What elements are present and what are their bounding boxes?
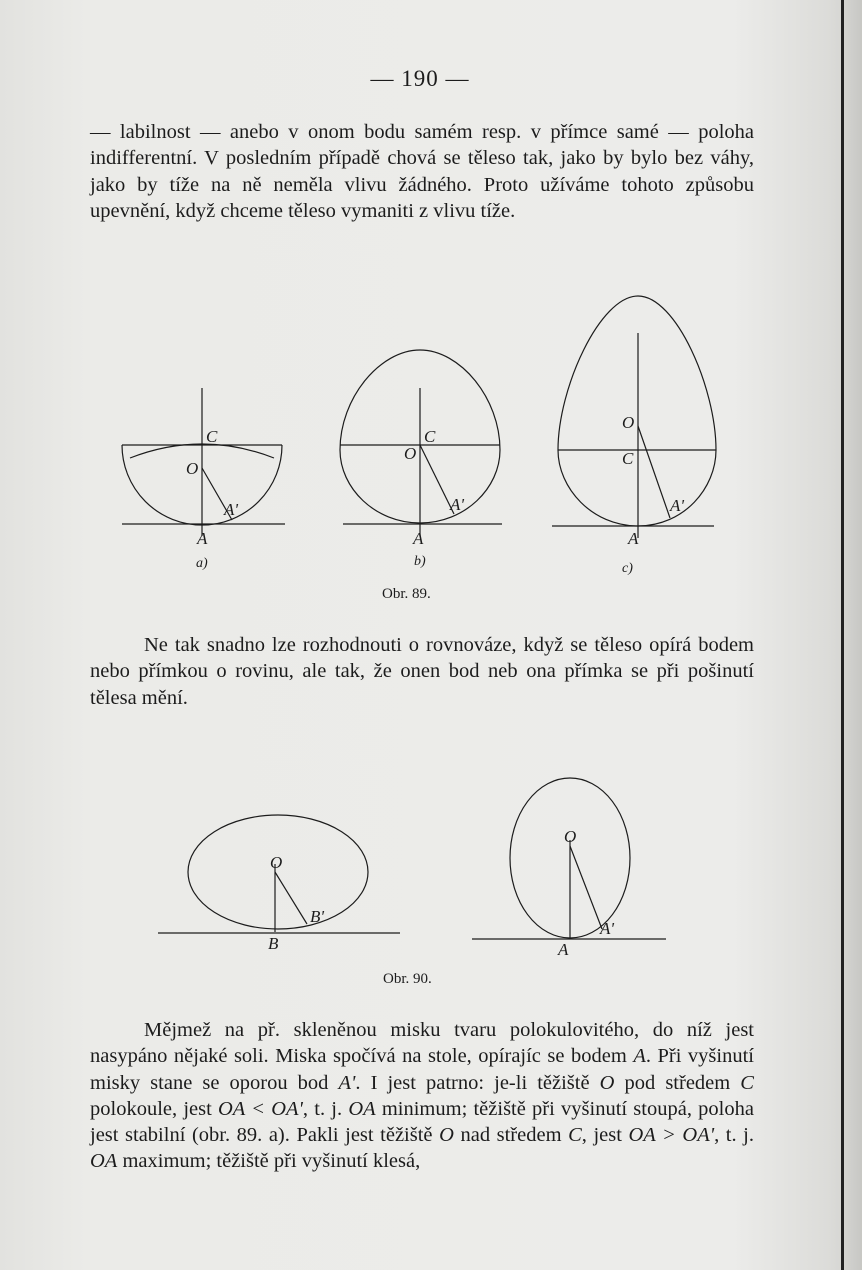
symbol-OA: OA (348, 1097, 376, 1120)
label-a: a) (196, 556, 208, 571)
text-run: , t. j. (714, 1124, 754, 1147)
label-O-90b: O (564, 827, 577, 846)
label-B-prime: B' (310, 907, 325, 926)
text-run: . Při vyšinutí misky stane se oporou bod (90, 1045, 754, 1094)
figure-89-c (552, 296, 716, 576)
figure-90-caption: Obr. 90. (383, 971, 432, 987)
text-run: pod středem (614, 1071, 741, 1094)
label-A-prime-b: A' (450, 495, 465, 514)
label-A-prime: A' (224, 500, 239, 519)
symbol-O: O (599, 1071, 615, 1094)
label-C-b: C (424, 427, 436, 446)
text-run: maximum; těžiště při vyšinutí klesá, (117, 1150, 421, 1173)
inequality-min: OA < OA' (218, 1097, 303, 1120)
label-B: B (268, 934, 279, 953)
egg-shape-c (558, 296, 716, 526)
line-OB-prime (275, 872, 307, 924)
line-OA-prime-c (638, 426, 670, 518)
symbol-A-prime: A' (338, 1071, 356, 1094)
text-run: , jest (581, 1124, 629, 1147)
figure-90 (150, 752, 680, 992)
figure-90-right (472, 778, 666, 959)
label-A: A (197, 529, 208, 548)
label-c: c) (622, 561, 633, 576)
figure-90-left (158, 815, 400, 953)
figure-89-caption: Obr. 89. (382, 586, 431, 602)
symbol-C: C (740, 1071, 754, 1094)
page-number: — 190 — (370, 66, 470, 91)
paragraph-labilnost: — labilnost — anebo v onom bodu samém resp. v přímce samé — poloha indifferentní. V posledním případě chová se těleso tak, jako by bylo bez váhy, jako by tíže na ně neměla vlivu žádného. Proto užíváme tohoto způsobu upevnění, když chceme těleso vymaniti z vlivu tíže. (90, 121, 754, 222)
label-A-c: A (628, 529, 639, 548)
label-O-90a: O (270, 853, 283, 872)
label-A-b: A (413, 529, 424, 548)
symbol-O: O (439, 1124, 454, 1147)
paragraph-rovnovaha-text: Ne tak snadno lze rozhodnouti o rovnováze, když se těleso opírá bodem nebo přímkou o rovinu, ale tak, že onen bod neb ona přímka se při pošinutí tělesa mění. (90, 634, 754, 709)
text-run: , t. j. (302, 1097, 349, 1120)
label-C-c: C (622, 449, 634, 468)
line-OA-prime-90b (570, 846, 602, 929)
label-b: b) (414, 554, 426, 569)
label-O-c: O (622, 413, 635, 432)
figure-89-b (340, 350, 502, 569)
label-O: O (186, 459, 199, 478)
line-OA-prime-b (420, 445, 454, 514)
label-A-prime-c: A' (670, 496, 685, 515)
text-run: polokoule, jest (90, 1097, 218, 1120)
symbol-OA: OA (90, 1150, 118, 1173)
text-run: . I jest patrno: je-li těžiště (355, 1071, 600, 1094)
figure-89 (100, 288, 740, 608)
book-spine-shadow (841, 0, 844, 1270)
book-edge (844, 0, 862, 1270)
paragraph-miska (90, 1017, 754, 1175)
symbol-C: C (568, 1124, 582, 1147)
inequality-max: OA > OA' (628, 1124, 715, 1147)
ellipse-lying (188, 815, 368, 929)
label-A-90b: A (558, 940, 569, 959)
label-A-prime-90b: A' (600, 919, 615, 938)
text-run: nad středem (453, 1124, 569, 1147)
symbol-A: A (633, 1045, 646, 1068)
label-O-b: O (404, 444, 417, 463)
label-C: C (206, 427, 218, 446)
text-run: Mějmež na př. skleněnou misku tvaru polokulovitého, do níž jest nasypáno nějaké soli. Miska spočívá na stole, opírajíc se bodem (90, 1019, 754, 1068)
text-run: minimum; těžiště při vyšinutí stoupá, poloha jest stabilní (obr. 89. a). Pakli jest těžiště (90, 1097, 754, 1147)
paragraph-rovnovaha (90, 632, 754, 711)
figure-89-a (122, 388, 285, 571)
